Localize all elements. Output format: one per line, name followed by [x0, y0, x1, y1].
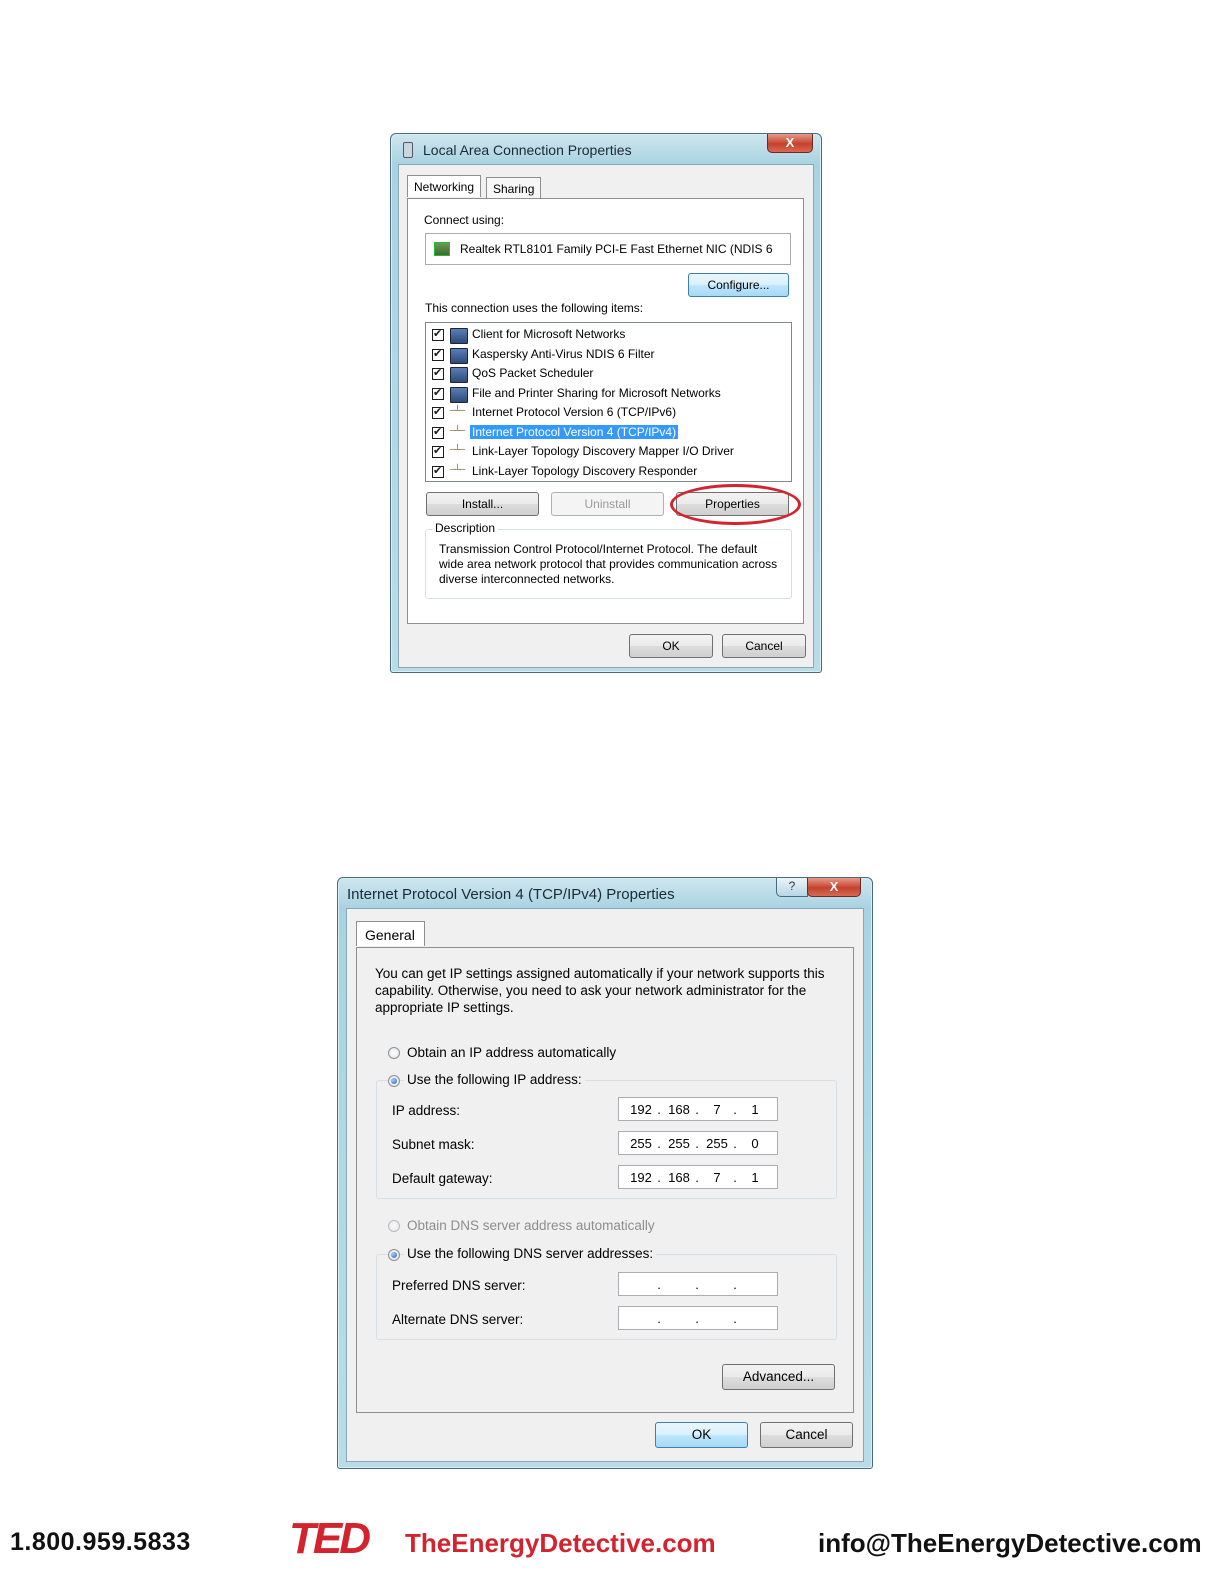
- use-following-dns-label: Use the following DNS server addresses:: [404, 1246, 656, 1261]
- button-label: Cancel: [785, 1427, 828, 1442]
- ip-address-field[interactable]: [618, 1097, 778, 1121]
- general-panel: [356, 947, 854, 1413]
- protocol-icon: [450, 445, 466, 459]
- checkbox[interactable]: [432, 368, 444, 380]
- advanced-button[interactable]: [722, 1364, 835, 1390]
- button-label: OK: [691, 1427, 712, 1442]
- octet-separator: .: [733, 1102, 737, 1117]
- list-item-label: Kaspersky Anti-Virus NDIS 6 Filter: [472, 346, 655, 361]
- alternate-dns-label: Alternate DNS server:: [392, 1312, 524, 1327]
- network-card-icon: [434, 242, 450, 256]
- intro-text: You can get IP settings assigned automatically if your network supports this capability. Otherwise, you need to ask your network administrator for the appropriate IP settings.: [375, 966, 825, 1015]
- octet-separator: .: [733, 1311, 737, 1326]
- obtain-dns-auto-label: Obtain DNS server address automatically: [407, 1218, 655, 1233]
- protocol-icon: [450, 426, 466, 440]
- octet: 7: [713, 1170, 721, 1185]
- network-service-icon: [450, 348, 468, 364]
- dialog-title: Local Area Connection Properties: [423, 142, 632, 158]
- checkbox[interactable]: [432, 388, 444, 400]
- footer-website[interactable]: TheEnergyDetective.com: [405, 1528, 716, 1558]
- checkbox[interactable]: [432, 466, 444, 478]
- checkbox[interactable]: [432, 407, 444, 419]
- install-button[interactable]: [426, 492, 539, 516]
- footer-phone: 1.800.959.5833: [10, 1528, 191, 1556]
- network-service-icon: [450, 367, 468, 383]
- checkbox[interactable]: [432, 446, 444, 458]
- octet: 168: [668, 1102, 690, 1117]
- local-area-connection-dialog: [390, 133, 822, 673]
- checkbox[interactable]: [432, 349, 444, 361]
- checkbox[interactable]: [432, 329, 444, 341]
- uninstall-button[interactable]: [551, 492, 664, 516]
- ted-logo: TED: [289, 1514, 368, 1563]
- help-icon: ?: [788, 879, 796, 893]
- list-item-label: Link-Layer Topology Discovery Mapper I/O Driver: [472, 444, 734, 458]
- octet-separator: .: [657, 1277, 661, 1292]
- button-label: Properties: [705, 497, 760, 511]
- networking-panel: [407, 198, 804, 624]
- tab-networking[interactable]: [407, 175, 481, 197]
- tab-general[interactable]: [356, 921, 425, 946]
- list-item-label: Client for Microsoft Networks: [472, 327, 626, 341]
- octet: 1: [751, 1170, 759, 1185]
- octet: 7: [713, 1102, 721, 1117]
- button-label: Advanced...: [742, 1369, 815, 1384]
- title-bar[interactable]: [391, 134, 821, 164]
- help-button[interactable]: [776, 878, 808, 897]
- octet-separator: .: [695, 1102, 699, 1117]
- default-gateway-field[interactable]: [618, 1165, 778, 1189]
- octet-separator: .: [657, 1311, 661, 1326]
- subnet-mask-label: Subnet mask:: [392, 1137, 475, 1152]
- adapter-field[interactable]: [425, 233, 791, 265]
- octet: 192: [630, 1170, 652, 1185]
- list-item-label: Link-Layer Topology Discovery Responder: [472, 463, 698, 478]
- dns-group: [376, 1246, 837, 1340]
- octet: 255: [668, 1136, 690, 1151]
- subnet-mask-field[interactable]: [618, 1131, 778, 1155]
- obtain-ip-auto-radio[interactable]: [388, 1047, 400, 1059]
- octet-separator: .: [657, 1102, 661, 1117]
- adapter-name: Realtek RTL8101 Family PCI-E Fast Ethernet NIC (NDIS 6: [460, 242, 773, 256]
- octet: 168: [668, 1170, 690, 1185]
- octet-separator: .: [733, 1136, 737, 1151]
- description-legend: Description: [432, 521, 498, 535]
- octet: 255: [630, 1136, 652, 1151]
- ipv4-properties-dialog: [337, 877, 873, 1469]
- title-bar[interactable]: [338, 878, 872, 908]
- list-item-label: File and Printer Sharing for Microsoft Networks: [472, 385, 721, 400]
- description-group: [425, 521, 792, 599]
- list-item-label: QoS Packet Scheduler: [472, 366, 594, 380]
- network-service-icon: [450, 387, 468, 403]
- close-icon: X: [785, 135, 795, 150]
- octet-separator: .: [695, 1170, 699, 1185]
- octet-separator: .: [733, 1277, 737, 1292]
- octet-separator: .: [695, 1277, 699, 1292]
- ip-address-group: [376, 1072, 837, 1199]
- preferred-dns-field[interactable]: [618, 1272, 778, 1296]
- tab-sharing[interactable]: [486, 177, 541, 199]
- cancel-button[interactable]: [722, 634, 806, 658]
- button-label: Configure...: [707, 278, 770, 292]
- protocol-icon: [450, 465, 466, 479]
- highlight-ring: [670, 484, 801, 525]
- ok-button[interactable]: [655, 1422, 748, 1448]
- dialog-client-area: [346, 908, 864, 1462]
- default-gateway-label: Default gateway:: [392, 1171, 493, 1186]
- dialog-title: Internet Protocol Version 4 (TCP/IPv4) Properties: [347, 886, 675, 903]
- footer-email[interactable]: info@TheEnergyDetective.com: [818, 1528, 1202, 1558]
- octet-separator: .: [657, 1136, 661, 1151]
- octet: 255: [706, 1136, 728, 1151]
- octet: 192: [630, 1102, 652, 1117]
- description-text: Transmission Control Protocol/Internet Protocol. The default wide area network protocol that provides communication across diverse interconnected networks.: [439, 542, 778, 586]
- octet-separator: .: [733, 1170, 737, 1185]
- protocol-icon: [450, 406, 466, 420]
- ok-button[interactable]: [629, 634, 713, 658]
- alternate-dns-field[interactable]: [618, 1306, 778, 1330]
- use-following-ip-radio[interactable]: [388, 1075, 400, 1087]
- button-label: Uninstall: [584, 497, 631, 511]
- octet-separator: .: [695, 1136, 699, 1151]
- close-button[interactable]: [767, 134, 813, 153]
- button-label: Install...: [461, 497, 504, 511]
- network-adapter-icon: [403, 142, 413, 158]
- obtain-ip-auto-label: Obtain an IP address automatically: [407, 1045, 617, 1060]
- items-label: This connection uses the following items:: [425, 301, 644, 315]
- close-button[interactable]: [807, 878, 861, 897]
- button-label: OK: [662, 639, 680, 653]
- cancel-button[interactable]: [760, 1422, 853, 1448]
- connect-using-label: Connect using:: [424, 213, 505, 227]
- configure-button[interactable]: [688, 273, 789, 297]
- checkbox[interactable]: [432, 427, 444, 439]
- list-item-label: Internet Protocol Version 4 (TCP/IPv4): [472, 424, 677, 439]
- tab-label: Networking: [414, 180, 475, 194]
- use-following-ip-label: Use the following IP address:: [404, 1072, 585, 1087]
- close-icon: X: [829, 879, 839, 894]
- use-following-dns-radio[interactable]: [388, 1249, 400, 1261]
- octet-separator: .: [657, 1170, 661, 1185]
- obtain-dns-auto-radio[interactable]: [388, 1220, 400, 1232]
- ip-address-label: IP address:: [392, 1103, 461, 1118]
- tab-label: General: [365, 927, 415, 943]
- tab-label: Sharing: [493, 182, 535, 196]
- preferred-dns-label: Preferred DNS server:: [392, 1278, 526, 1293]
- octet: 0: [751, 1136, 759, 1151]
- dialog-client-area: [398, 164, 814, 668]
- list-item-label: Internet Protocol Version 6 (TCP/IPv6): [472, 405, 677, 419]
- components-list[interactable]: [425, 322, 792, 482]
- octet-separator: .: [695, 1311, 699, 1326]
- network-client-icon: [450, 328, 468, 344]
- octet: 1: [751, 1102, 759, 1117]
- button-label: Cancel: [745, 639, 783, 653]
